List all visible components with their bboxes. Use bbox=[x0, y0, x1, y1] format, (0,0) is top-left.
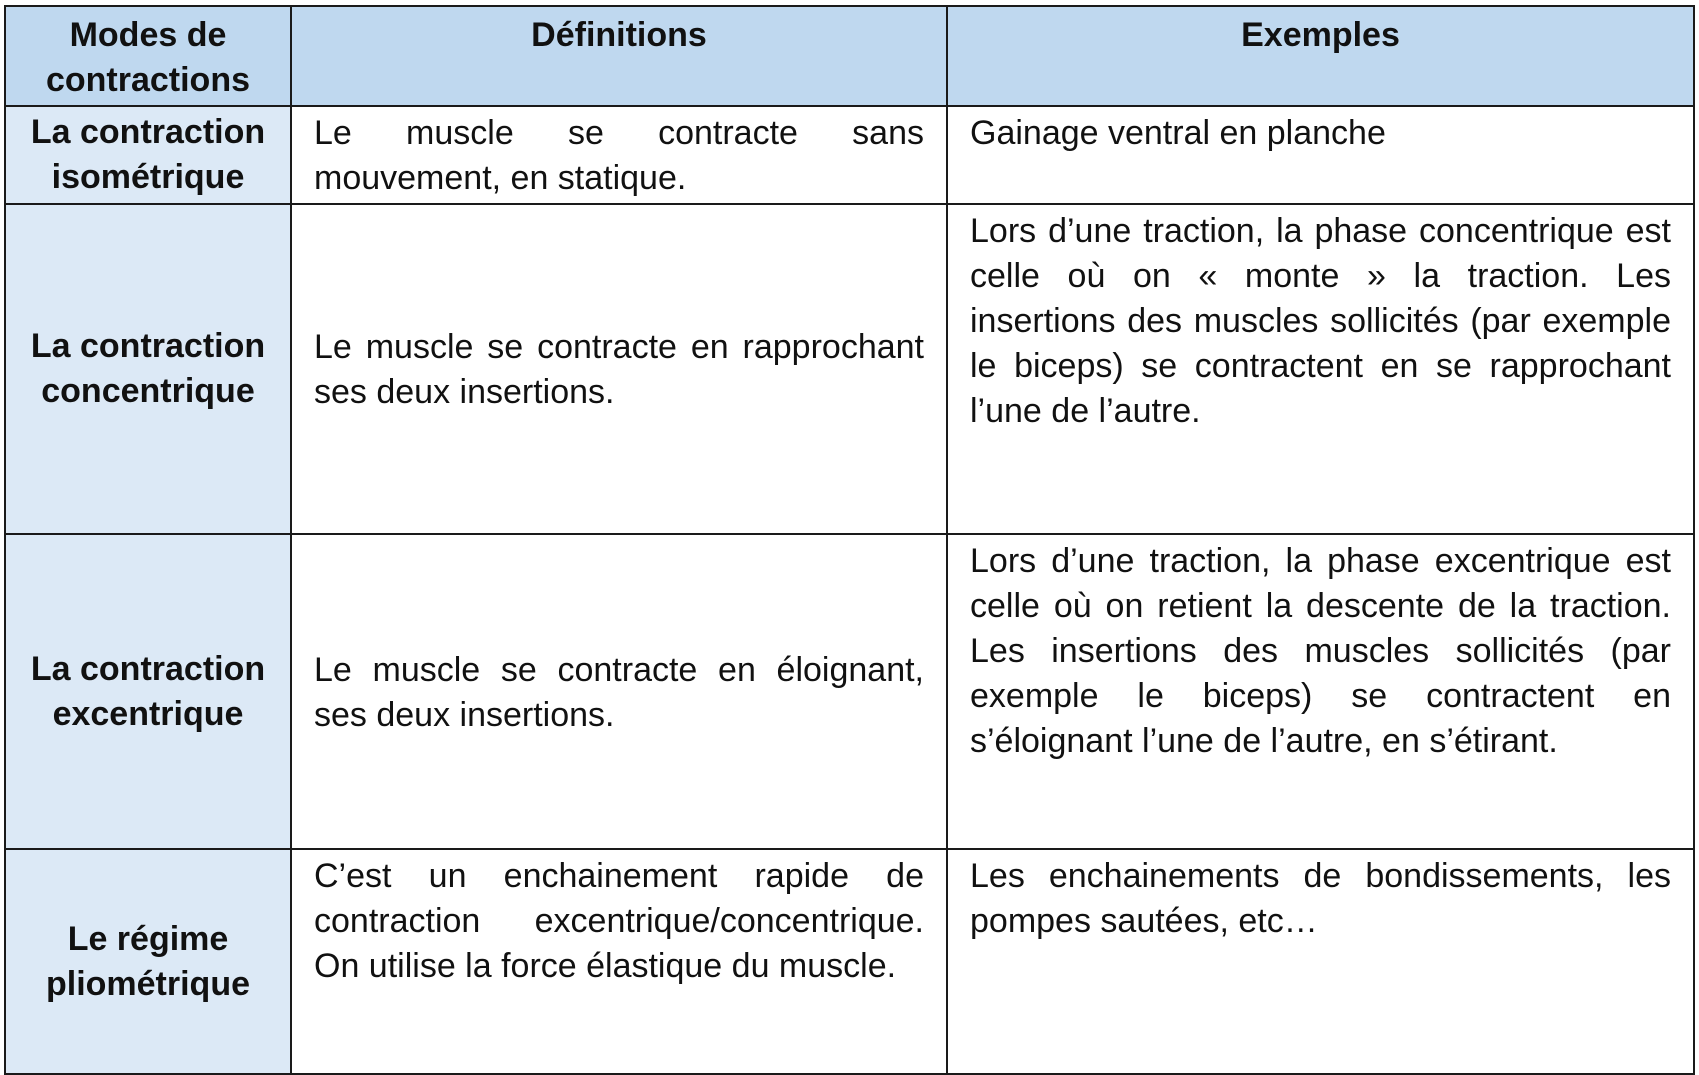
table-row bbox=[5, 534, 1694, 849]
header-definitions: Définitions bbox=[291, 6, 947, 106]
contraction-modes-table bbox=[4, 5, 1695, 1075]
header-examples: Exemples bbox=[947, 6, 1694, 106]
table-row bbox=[5, 106, 1694, 204]
table-header bbox=[5, 6, 1694, 106]
header-modes: Modes de contractions bbox=[5, 6, 291, 106]
mode-cell: La contraction excentrique bbox=[5, 534, 291, 849]
definition-cell: Le muscle se contracte sans mouvement, en statique. bbox=[291, 106, 947, 204]
example-cell: Gainage ventral en planche bbox=[947, 106, 1694, 204]
example-cell: Lors d’une traction, la phase concentrique est celle où on « monte » la traction. Les insertions des muscles sollicités (par exemple le biceps) se contractent en se rapprochant l’une de l’autre. bbox=[947, 204, 1694, 534]
table-body bbox=[5, 106, 1694, 1074]
table-row bbox=[5, 204, 1694, 534]
table-row bbox=[5, 849, 1694, 1074]
definition-cell: Le muscle se contracte en éloignant, ses deux insertions. bbox=[291, 534, 947, 849]
definition-cell: Le muscle se contracte en rapprochant ses deux insertions. bbox=[291, 204, 947, 534]
mode-cell: La contraction isométrique bbox=[5, 106, 291, 204]
header-row bbox=[5, 6, 1694, 106]
example-cell: Lors d’une traction, la phase excentrique est celle où on retient la descente de la traction. Les insertions des muscles sollicités (par exemple le biceps) se contractent en s’éloignant l’une de l’autre, en s’étirant. bbox=[947, 534, 1694, 849]
definition-cell: C’est un enchainement rapide de contraction excentrique/concentrique. On utilise la force élastique du muscle. bbox=[291, 849, 947, 1074]
mode-cell: La contraction concentrique bbox=[5, 204, 291, 534]
contraction-modes-table-wrapper bbox=[4, 5, 1693, 1075]
example-cell: Les enchainements de bondissements, les pompes sautées, etc… bbox=[947, 849, 1694, 1074]
mode-cell: Le régime pliométrique bbox=[5, 849, 291, 1074]
